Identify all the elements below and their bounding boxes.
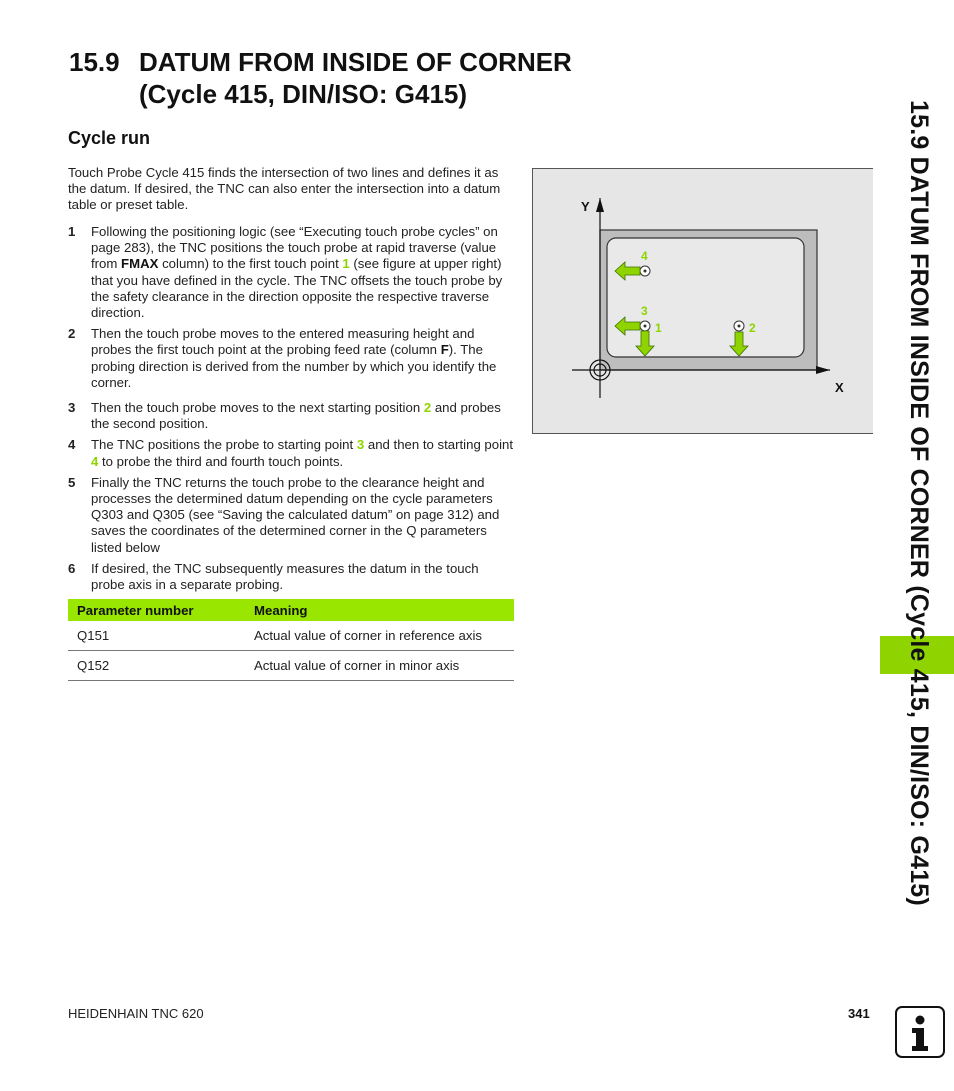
point-label-4: 4 xyxy=(641,249,648,263)
axis-label-y: Y xyxy=(581,199,590,214)
title-number: 15.9 xyxy=(69,47,120,77)
step-number: 3 xyxy=(68,400,76,416)
step-text: Then the touch probe moves to the entered measuring height and probes the first touch point at the probing feed rate (column xyxy=(91,326,475,358)
info-icon xyxy=(895,1006,945,1058)
footer-product: HEIDENHAIN TNC 620 xyxy=(68,1006,204,1021)
step-item xyxy=(68,561,514,593)
table-header: Parameter number xyxy=(68,599,245,621)
step-highlight: 1 xyxy=(342,256,350,272)
pocket xyxy=(607,238,804,357)
step-item xyxy=(68,475,514,556)
steps-list xyxy=(68,224,514,598)
step-item xyxy=(68,437,514,469)
step-highlight: 2 xyxy=(423,400,432,416)
info-glyph xyxy=(897,1008,943,1056)
step-item xyxy=(68,400,514,432)
axis-label-x: X xyxy=(835,380,844,395)
step-number: 4 xyxy=(68,437,76,453)
point-label-1: 1 xyxy=(655,321,662,335)
step-text: to probe the third and fourth touch points. xyxy=(98,453,344,469)
step-bold: FMAX xyxy=(121,256,159,272)
title-line2: (Cycle 415, DIN/ISO: G415) xyxy=(139,79,468,109)
step-text: and then to starting point xyxy=(364,437,514,453)
step-text: The TNC positions the probe to starting point xyxy=(91,437,357,453)
parameter-table xyxy=(68,599,514,681)
intro-paragraph: Touch Probe Cycle 415 finds the intersection of two lines and defines it as the datum. If desired, the TNC can also enter the intersection into a datum table or preset table. xyxy=(68,165,501,213)
step-item xyxy=(68,326,514,391)
table-cell: Q151 xyxy=(68,621,245,651)
step-number: 6 xyxy=(68,560,76,576)
page-title xyxy=(69,46,572,110)
touch-point-2-center xyxy=(738,325,741,328)
step-highlight: 3 xyxy=(356,437,365,453)
table-row xyxy=(68,621,514,651)
table-row xyxy=(68,651,514,681)
step-text: ). The probing direction is derived from the number by which you identify the corner. xyxy=(91,342,497,390)
step-text: Finally the TNC returns the touch probe to the clearance height and processes the determined datum depending on the cycle parameters Q303 and Q305 (see “Saving the calculated datum” on page 312) and saves the coordinates of the determined corner in the Q parameters listed below xyxy=(91,474,500,555)
page-number: 341 xyxy=(848,1006,870,1021)
step-bold: F xyxy=(440,342,449,358)
step-number: 1 xyxy=(68,224,76,239)
step-number: 5 xyxy=(68,474,76,490)
step-item xyxy=(68,224,514,321)
table-cell: Actual value of corner in minor axis xyxy=(245,651,514,681)
table-cell: Q152 xyxy=(68,651,245,681)
step-text: If desired, the TNC subsequently measures the datum in the touch probe axis in a separate probing. xyxy=(91,560,479,593)
table-header-row xyxy=(68,599,514,621)
table-header: Meaning xyxy=(245,599,514,621)
step-text: (see figure at upper right) that you have defined in the cycle. The TNC offsets the touch probe by the safety clearance in the direction opposite the respective traverse direction. xyxy=(91,256,503,321)
step-text: Following the positioning logic (see “Executing touch probe cycles” on page 283), the TNC positions the touch probe at rapid traverse (value from xyxy=(91,224,498,272)
step-highlight: 4 xyxy=(91,453,99,469)
corner-probing-figure xyxy=(532,168,873,434)
section-heading: Cycle run xyxy=(68,128,151,148)
touch-point-3-center xyxy=(644,325,647,328)
side-tab-text: 15.9 DATUM FROM INSIDE OF CORNER (Cycle 415, DIN/ISO: G415) xyxy=(905,100,933,906)
step-text: Then the touch probe moves to the next starting position xyxy=(91,400,424,416)
step-text: and probes the second position. xyxy=(91,400,501,432)
step-text: column) to the first touch point xyxy=(158,256,343,272)
point-label-3: 3 xyxy=(641,304,648,318)
point-label-2: 2 xyxy=(749,321,756,335)
touch-point-4-center xyxy=(644,270,647,273)
step-number: 2 xyxy=(68,326,76,342)
title-line1: DATUM FROM INSIDE OF CORNER xyxy=(139,47,572,77)
table-cell: Actual value of corner in reference axis xyxy=(245,621,514,651)
